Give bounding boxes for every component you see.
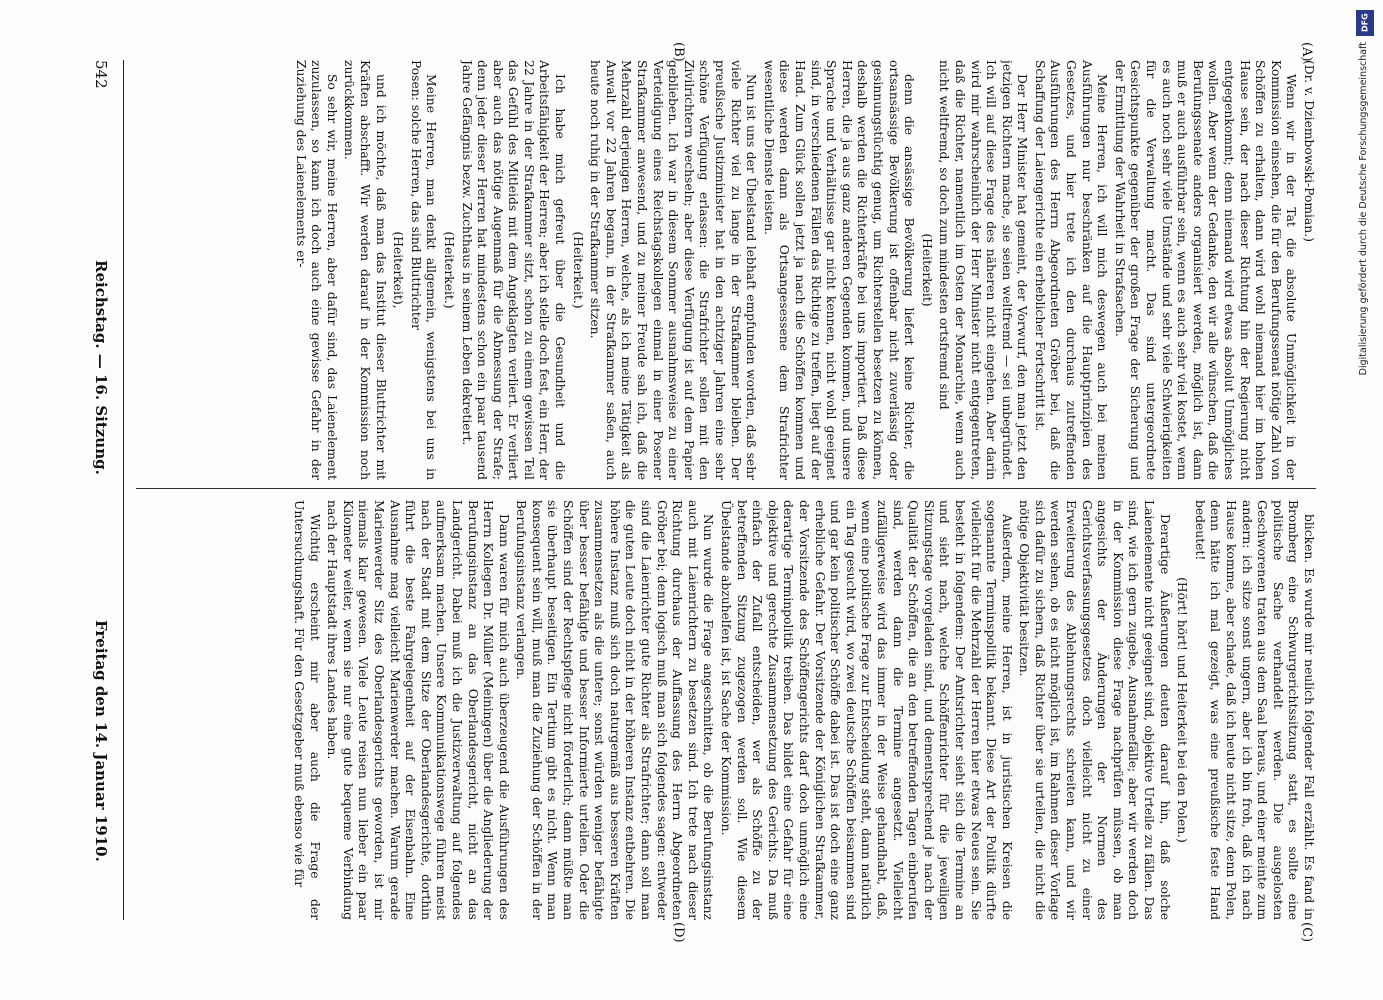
stage-direction: (Heiterkeit)	[919, 233, 934, 307]
dfg-side-note	[1352, 10, 1378, 570]
right-paragraph: Derartige Äußerungen deuten darauf hin, daß solche Laienelemente nicht geeignet sind, objektive Urteile zu fällen. Das sind, wie ich gern zugebe, Ausnahmefälle; aber wir werden doch in der Kommission diese Frage nachprüfen müssen, ob man angesichts der Änderungen der Normen des Gerichtsverfassungsgesetzes doch vielleicht nicht zu einer Erweiterung des Ablehnungsrechts schreiten kann, und wir werden sehen, ob es nicht möglich ist, im Rahmen dieser Vorlage sich dafür zu sichern, daß Richter über sie urteilen, die nicht die nötige Objektivität besitzen.	[1017, 500, 1172, 920]
stage-direction: (Heiterkeit.)	[570, 231, 585, 309]
margin-marker-b: (B)	[671, 42, 686, 62]
right-column	[136, 500, 1316, 920]
left-paragraph: Meine Herren, man denkt allgemein, wenigstens bei uns in Posen: solche Herren, das sind Bluttrichter	[408, 60, 439, 480]
stage-direction: (Hört! hört! und Heiterkeit bei den Polen.)	[1175, 577, 1190, 843]
speaker-label: (Dr. v. Dziembowski-Pomian.)	[1302, 60, 1316, 242]
left-column	[136, 60, 1316, 480]
column-divider	[136, 488, 1316, 489]
dfg-funding-note: Digitalisierung gefördert durch die Deutsche Forschungsgemeinschaft	[1358, 42, 1369, 376]
rotated-page	[76, 40, 1326, 943]
right-paragraph: blicken. Es wurde mir neulich folgender Fall erzählt. Es fand in Bromberg eine Schwurgerichtssitzung statt, es sollte eine politische Sache verhandelt werden. Die ausgelosten Geschworenen traten aus dem Saal heraus, und einer meinte zum andern: ich sitze sonst ungern, aber ich bin froh, daß ich nach Hause komme, aber schade, daß ich heute nicht sitze, denn Polen, denn hätte ich mal gezeigt, was eine preußische feste Hand bedeutet!	[1192, 500, 1316, 920]
right-paragraph: Nun wurde die Frage angeschnitten, ob die Berufungsinstanz auch mit Laienrichtern zu besetzen sind. Ich trete nach dieser Richtung durchaus der Auffassung des Herrn Abgeordneten Gröber bei; denn logisch muß man sich folgendes sagen: entweder sind die Laienrichter gute Richter als Strafrichter; dann soll man die guten Leute doch nicht in der höheren Instanz entbehren. Die höhere Instanz muß sich doch naturgemäß aus besseren Kräften zusammensetzen als die untere; sonst würden weniger befähigte über besser befähigte und besser Informierte urteilen. Oder die Schöffen sind der Rechtspflege nicht förderlich; dann müßte man sie überhaupt beseitigen. Ein Tertium gibt es nicht. Wenn man konsequent sein will, muß man die Zuziehung der Schöffen in der Berufungsinstanz verlangen.	[514, 500, 716, 920]
left-paragraph: So sehr wir, meine Herren, aber dafür sind, das Laienelement zuzulassen, so kann ich doch auch eine gewisse Gefahr in der Zuziehung des Laienelements er-	[293, 60, 339, 480]
left-paragraph: Wenn wir in der Tat die absolute Unmöglichkeit in der Kommission einsehen, die für den Berufungssenat nötige Zahl von Schöffen zu erhalten, dann wird wohl niemand hier im hohen Hause sein, der nach dieser Richtung hin der Regierung nicht entgegenkommt; denn niemand wird etwas absolut Unmögliches wollen. Aber wenn der Gedanke, den wir alle wünschen, daß die Berufungssenate anders organisiert werden, möglich ist, dann muß er auch ausführbar sein, wenn es auch sehr viel kostet, wenn es auch noch sehr viele Umstände und sehr viele Schwierigkeiten für die Verwaltung macht. Das sind untergeordnete Gesichtspunkte gegenüber der großen Frage der Sicherung und der Ermittlung der Wahrheit in Strafsachen.	[1112, 60, 1299, 480]
dfg-logo: DFG	[1356, 10, 1374, 36]
left-paragraph: und ich möchte, daß man das Institut dieser Bluttrichter mit Kräften abschafft. Wir werden darauf in der Kommission noch zurückkommen.	[342, 60, 388, 480]
stage-direction: (Heiterkeit),	[391, 231, 406, 309]
page-number: 542	[92, 60, 110, 89]
header-date: Freitag den 14. Januar 1910.	[92, 620, 110, 862]
left-paragraph: Ich habe mich gefreut über die Gesundheit und die Arbeitsfähigkeit der Herren; aber ich stelle doch fest, ein Herr, der 22 Jahre in der Strafkammer sitzt, schon zu einem gewissen Teil das Gefühl des Mitleids mit dem Angeklagten verliert. Er verliert aber auch das nötige Augenmaß für die Abmessung der Strafe; denn jeder dieser Herren hat mindestens schon ein paar tausend Jahre Gefängnis bezw. Zuchthaus in seinem Leben dekretiert.	[459, 60, 568, 480]
margin-marker-c: (C)	[1299, 922, 1314, 943]
left-paragraph: Nun ist uns der Übelstand lebhaft empfunden worden, daß sehr viele Richter viel zu lange in der Strafkammer bleiben. Der preußische Justizminister hat in den achtziger Jahren eine sehr schöne Verfügung erlassen: die Strafrichter sollen mit den Zivilrichtern wechseln; aber diese Verfügung ist auf dem Papier geblieben. Ich war in diesem Sommer ausnahmsweise zu einer Verteidigung eines Reichstagskollegen einmal in einer Posener Strafkammer anwesend, und zu meiner Freude sah ich, daß die Mehrzahl derjenigen Herren, welche, als ich meine Tätigkeit als Anwalt vor 22 Jahren begann, in der Strafkammer saßen, auch heute noch ruhig in der Strafkammer sitzen.	[588, 60, 759, 480]
stage-direction: (Heiterkeit.)	[441, 231, 456, 309]
left-paragraph: Der Herr Minister hat gemeint, der Vorwurf, den man jetzt den jetzigen Richtern mache, sie seien weltfremd — sei unbegründet. Ich will auf diese Frage des näheren nicht eingehen. Aber darin wird mir wahrscheinlich der Herr Minister nicht entgegentreten, daß die Richter, namentlich im Osten der Monarchie, wenn auch nicht weltfremd, so doch zum mindesten ortsfremd sind	[937, 60, 1030, 480]
right-paragraph: Außerdem, meine Herren, ist in juristischen Kreisen die sogenannte Terminspolitik bekannt. Diese Art der Politik dürfte vielleicht für die Mehrzahl der Herren hier etwas Neues sein. Sie besteht in folgendem: Der Amtsrichter sieht sich die Termine an und sieht nach, welche Schöffenrichter für die jeweiligen Sitzungstage vorgeladen sind, und dementsprechend je nach der Qualität der Schöffen, die an den betreffenden Tagen einberufen sind, werden dann die Termine angesetzt. Vielleicht zufälligerweise wird das immer in der Weise gehandhabt, daß, wenn eine politische Frage zur Entscheidung steht, dann natürlich ein Tag gesucht wird, wo zwei deutsche Schöffen beisammen sind und gar kein politischer Schöffe dabei ist. Das ist doch eine ganz erhebliche Gefahr. Der Vorsitzende der Königlichen Strafkammer, der Vorsitzende des Schöffengerichts darf doch unmöglich eine derartige Terminpolitik treiben. Das bildet eine Gefahr für eine objektive und gerechte Zusammensetzung des Gerichts. Da muß einfach der Zufall entscheiden, wer als Schöffe zu der betreffenden Sitzung zugezogen werden soll. Wie diesem Übelstande abzuhelfen ist, ist Sache der Kommission.	[719, 500, 1014, 920]
header-rule	[123, 60, 124, 920]
left-paragraph: denn die ansässige Bevölkerung liefert keine Richter, die ortsansässige Bevölkerung ist offenbar nicht zuverlässig oder gesinnungstüchtig genug, um Richterstellen besetzen zu können, deshalb werden die Richterkräfte bei uns importiert. Daß diese Herren, die ja aus ganz anderen Gegenden kommen, und unsere Sprache und Verhältnisse gar nicht kennen, nicht wohl geeignet sind, in verschiedenen Fällen das Richtige zu treffen, liegt auf der Hand. Zum Glück sollen jetzt ja nach die Schöffen kommen und diese werden dann als Ortsangesessene dem Strafrichter wesentliche Dienste leisten.	[761, 60, 917, 480]
margin-marker-a: (A)	[1299, 42, 1314, 62]
right-paragraph: Dann waren für mich auch überzeugend die Ausführungen des Herrn Kollegen Dr. Müller (Meiningen) über die Angliederung der Berufungsinstanz an das Oberlandesgericht, nicht an das Landgericht. Dabei muß ich die Justizverwaltung auf folgendes aufmerksam machen. Unsere Kommunikationswege führen meist nach der Stadt mit dem Sitze der Oberlandesgerichte, dorthin führt die beste Fahrgelegenheit auf der Eisenbahn. Eine Ausnahme mag vielleicht Marienwerder machen. Warum gerade Marienwerder Sitz des Oberlandesgerichts geworden, ist mir niemals klar gewesen. Viele Leute reisen nun lieber ein paar Kilometer weiter, wenn sie nur eine gute bequeme Verbindung nach der Hauptstadt ihres Landes haben.	[325, 500, 511, 920]
left-paragraph: Meine Herren, ich will mich deswegen auch bei meinen Ausführungen nur beschränken auf die Hauptprinzipien des Gesetzes, und hier trete ich den durchaus zutreffenden Ausführungen des Herrn Abgeordneten Gröber bei, daß die Schaffung der Laiengerichte ein erheblicher Fortschritt ist.	[1032, 60, 1110, 480]
margin-marker-d: (D)	[671, 922, 686, 943]
header-session: Reichstag. — 16. Sitzung.	[92, 260, 110, 475]
right-paragraph: Wichtig erscheint mir aber auch die Frage der Untersuchungshaft. Für den Gesetzgeber muß ebenso wie für	[292, 500, 322, 920]
running-header	[86, 60, 116, 920]
